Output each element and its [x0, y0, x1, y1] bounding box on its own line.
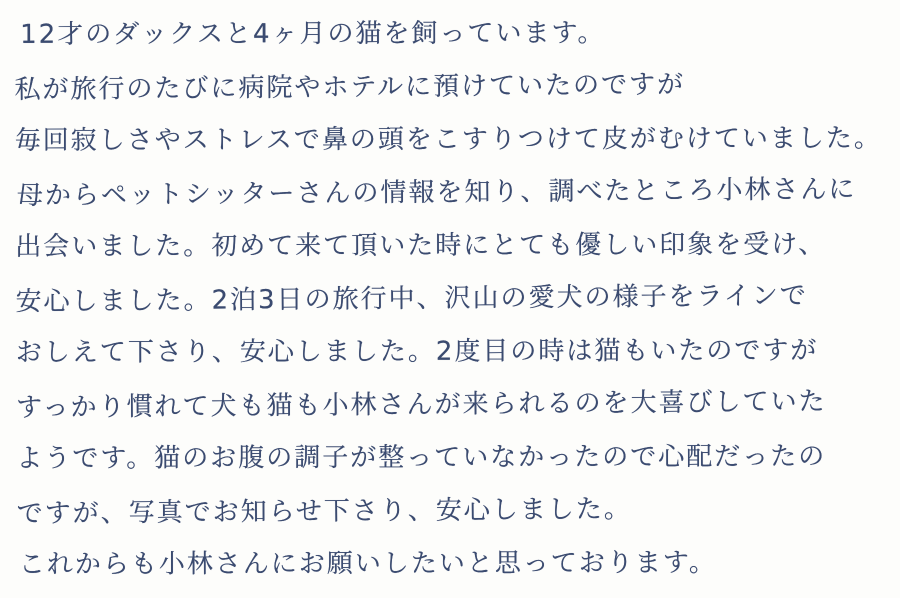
- handwritten-line: すっかり慣れて犬も猫も小林さんが来られるのを大喜びしていた: [15, 386, 827, 424]
- handwritten-line: ですが、写真でお知らせ下さり、安心しました。: [16, 494, 632, 530]
- handwritten-line: 安心しました。2泊3日の旅行中、沢山の愛犬の様子をラインで: [15, 280, 808, 318]
- handwritten-line: これからも小林さんにお願いしたいと思っております。: [18, 548, 717, 580]
- handwritten-note: [14, 5, 885, 593]
- handwritten-line: 毎回寂しさやストレスで鼻の頭をこすりつけて皮がむけていました。: [14, 123, 882, 156]
- handwritten-line: おしえて下さり、安心しました。2度目の時は猫もいたのですが: [15, 335, 819, 368]
- handwritten-line: ようです。猫のお腹の調子が整っていなかったので心配だったの: [16, 441, 827, 474]
- handwritten-line: 出会いました。初めて来て頂いた時にとても優しい印象を受け、: [15, 229, 827, 262]
- handwritten-line: 母からペットシッターさんの情報を知り、調べたところ小林さんに: [16, 174, 857, 212]
- handwritten-line: 12才のダックスと4ヶ月の猫を飼っています。: [20, 18, 606, 50]
- handwritten-line: 私が旅行のたびに病院やホテルに預けていたのですが: [14, 69, 686, 106]
